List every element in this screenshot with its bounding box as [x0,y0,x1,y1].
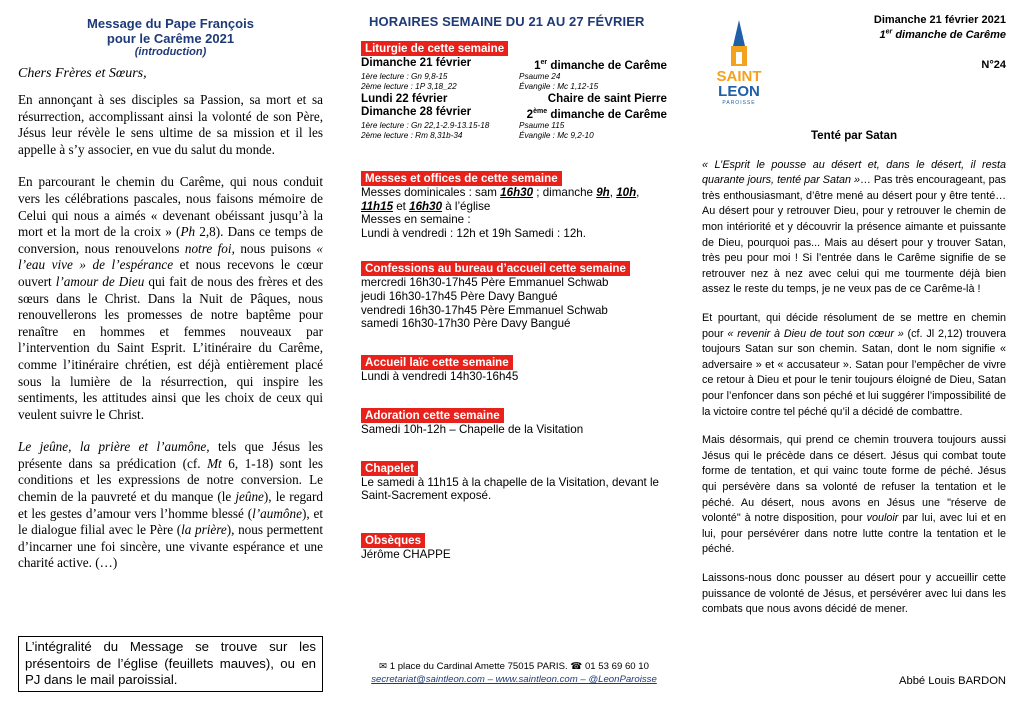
welcome-tag: Accueil laïc cette semaine [361,355,513,370]
rosary-info: Le samedi à 11h15 à la chapelle de la Visitation, devant le Saint-Sacrement exposé. [361,475,659,503]
rosary-tag: Chapelet [361,461,418,476]
masses-weekday-hours: Lundi à vendredi : 12h et 19h Samedi : 12h. [361,227,586,241]
paragraph-2: En parcourant le chemin du Carême, qui nous conduit vers les célébrations pascales, nous faisons mémoire de Celui qui nous a aimés « devenant obéissant jusqu’à la mort et la mort de la croix » (Ph 2,8). Dans ce temps de conversion, nous renouvelons notre foi, nous puisons « l’eau vive » de l’espérance et nous recevons le cœur ouvert l’amour de Dieu qui fait de nous des frères et des sœurs dans le Christ. Dans la Nuit de Pâques, nous renouvellerons les promesses de notre baptême pour renaître en hommes et femmes nouveaux par l’intervention du Saint Esprit. L’itinéraire du Carême, comme l’itinéraire chrétien, est déjà entièrement placé sous la lumière de la résurrection, qui inspire les sentiments, les attitudes ainsi que les choix de ceux qui veulent suivre le Christ. [18,174,324,422]
masses-section [361,171,667,241]
liturgy-day-3-readings-b: 2ème lecture : Rm 8,31b-34 Évangile : Mc 9,2-10 [361,130,594,140]
adoration-hours: Samedi 10h-12h – Chapelle de la Visitation [361,422,584,436]
editorial-paragraph-2: Et pourtant, qui décide résolument de se mettre en chemin pour « revenir à Dieu de tout son cœur » (cf. Jl 2,12) trouvera toujours Satan sur son chemin. Satan, dont le nom signifie « adversaire » et « accusateur ». Satan pour l’empêcher de vivre ce retour à Dieu et pour le tenir toujours éloigné de Dieu, Satan pour l’enfoncer dans son péché et lui suggérer l’impossibilité de la victoire contre tel péché qu’il a décidé de combattre. [702,312,1006,418]
liturgy-day-3: Dimanche 28 février 2ème dimanche de Carême [361,104,667,121]
masses-tag: Messes et offices de cette semaine [361,171,562,186]
pope-message-column [18,0,324,687]
funerals-name: Jérôme CHAPPE [361,548,451,562]
bulletin-number: N°24 [981,58,1006,71]
editorial-title: Tenté par Satan [810,128,898,142]
masses-line-1: Messes dominicales : sam 16h30 ; dimanche 9h, 10h, [361,185,640,199]
liturgy-day-1: Dimanche 21 février 1er dimanche de Carême [361,56,667,72]
parish-links[interactable]: secretariat@saintleon.com – www.saintleon.com – @LeonParoisse [371,674,657,685]
liturgy-tag: Liturgie de cette semaine [361,41,508,56]
liturgy-day-3-readings-a: 1ère lecture : Gn 22,1-2.9-13.15-18 Psaume 115 [361,120,565,130]
confession-item: vendredi 16h30-17h45 Père Emmanuel Schwab [361,303,608,317]
confession-item: jeudi 16h30-17h45 Père Davy Bangué [361,289,558,303]
confessions-tag: Confessions au bureau d’accueil cette semaine [361,261,630,276]
liturgy-day-1-readings-b: 2ème lecture : 1P 3,18_22 Évangile : Mc 1,12-15 [361,81,599,91]
funerals-tag: Obsèques [361,533,425,548]
liturgy-day-1-readings-a: 1ère lecture : Gn 9,8-15 Psaume 24 [361,71,561,81]
parish-address: ✉ 1 place du Cardinal Amette 75015 PARIS. ☎ 01 53 69 60 10 [379,661,649,672]
rosary-section [361,461,667,504]
pope-message-title-1: Message du Pape François [87,16,254,31]
bulletin-sunday: 1er dimanche de Carême [879,28,1006,41]
schedule-column [361,0,667,685]
editorial-paragraph-4: Laissons-nous donc pousser au désert pour y accueillir cette puissance de volonté de Jésus, et persévérer avec lui dans les combats que nous avons décidé de mener. [702,571,1006,616]
welcome-hours: Lundi à vendredi 14h30-16h45 [361,370,519,384]
liturgy-section [361,41,667,141]
salutation: Chers Frères et Sœurs, [18,66,147,81]
paragraph-3: Le jeûne, la prière et l’aumône, tels que Jésus les présente dans sa prédication (cf. Mt 6, 1-18) sont les conditions et les expressions de notre conversion. Le chemin de la pauvreté et du manque (le jeûne), le regard et les gestes d’amour vers l’homme blessé (l’aumône), et le dialogue filial avec le Père (la prière), nous permettent d’incarner une foi sincère, une vivante espérance et une charité active. (…) [18,439,324,571]
pope-message-subtitle: (introduction) [134,46,207,58]
full-message-notice-box: L’intégralité du Message se trouve sur les présentoirs de l’église (feuillets mauves), ou en PJ dans le mail paroissial. [18,636,323,692]
editorial-paragraph-3: Mais désormais, qui prend ce chemin trouvera toujours aussi Jésus qui le précède dans ce désert. Jésus qui combat toute forme de tentation, et qui vainc toute forme de péché. Jésus qui persévère dans sa volonté de refuser la tentation et le péché. Au désert, nous avons en Jésus une "réserve de volonté" à notre disposition, pour vouloir par lui, avec lui et en lui, pour persévérer dans notre lutte contre la tentation et le péché. [702,434,1007,556]
masses-weekday-label: Messes en semaine : [361,213,471,227]
bulletin-date: Dimanche 21 février 2021 [873,14,1006,26]
confession-item: samedi 16h30-17h30 Père Davy Bangué [361,317,571,331]
adoration-tag: Adoration cette semaine [361,408,504,423]
parish-contact-footer [361,660,667,686]
liturgy-day-2: Lundi 22 février Chaire de saint Pierre [361,91,667,105]
editorial-column [702,0,1007,687]
welcome-section [361,355,667,384]
confession-item: mercredi 16h30-17h45 Père Emmanuel Schwab [361,275,609,289]
editorial-signature: Abbé Louis BARDON [899,675,1006,687]
masses-line-2: 11h15 et 16h30 à l’église [361,199,491,213]
pope-message-title-2: pour le Carême 2021 [106,31,235,46]
schedule-header: HORAIRES SEMAINE DU 21 AU 27 FÉVRIER [369,14,645,29]
paragraph-1: En annonçant à ses disciples sa Passion, sa mort et sa résurrection, accomplissant ainsi la volonté de son Père, Jésus leur révèle le sens ultime de sa mission et il les appelle à s’y associer, en vue du salut du monde. [18,92,323,157]
logo-paroisse-text: PAROISSE [722,100,756,106]
adoration-section [361,408,667,437]
funerals-section [361,533,667,562]
logo-leon-text: LEON [718,83,760,100]
confessions-section [361,261,667,331]
logo-saint-text: SAINT [716,68,762,85]
editorial-paragraph-1: « L’Esprit le pousse au désert et, dans le désert, il resta quarante jours, tenté par Satan »… Pas très encourageant, pas très enthousiasmant, d’être mené au désert pour y être tenté… Au désert pour y retrouver Dieu, pour y retrouver le chemin de mon intériorité et y découvrir la présence aimante et puissante de Dieu, pourquoi pas... Mais au désert pour y trouver Satan, très peu pour moi ! Si l’entrée dans le Carême signifie de se retrouver nez à nez avec celui qui me tourmente déjà bien assez le reste du temps, je ne veux pas de ce Carême-là ! [702,158,1006,296]
